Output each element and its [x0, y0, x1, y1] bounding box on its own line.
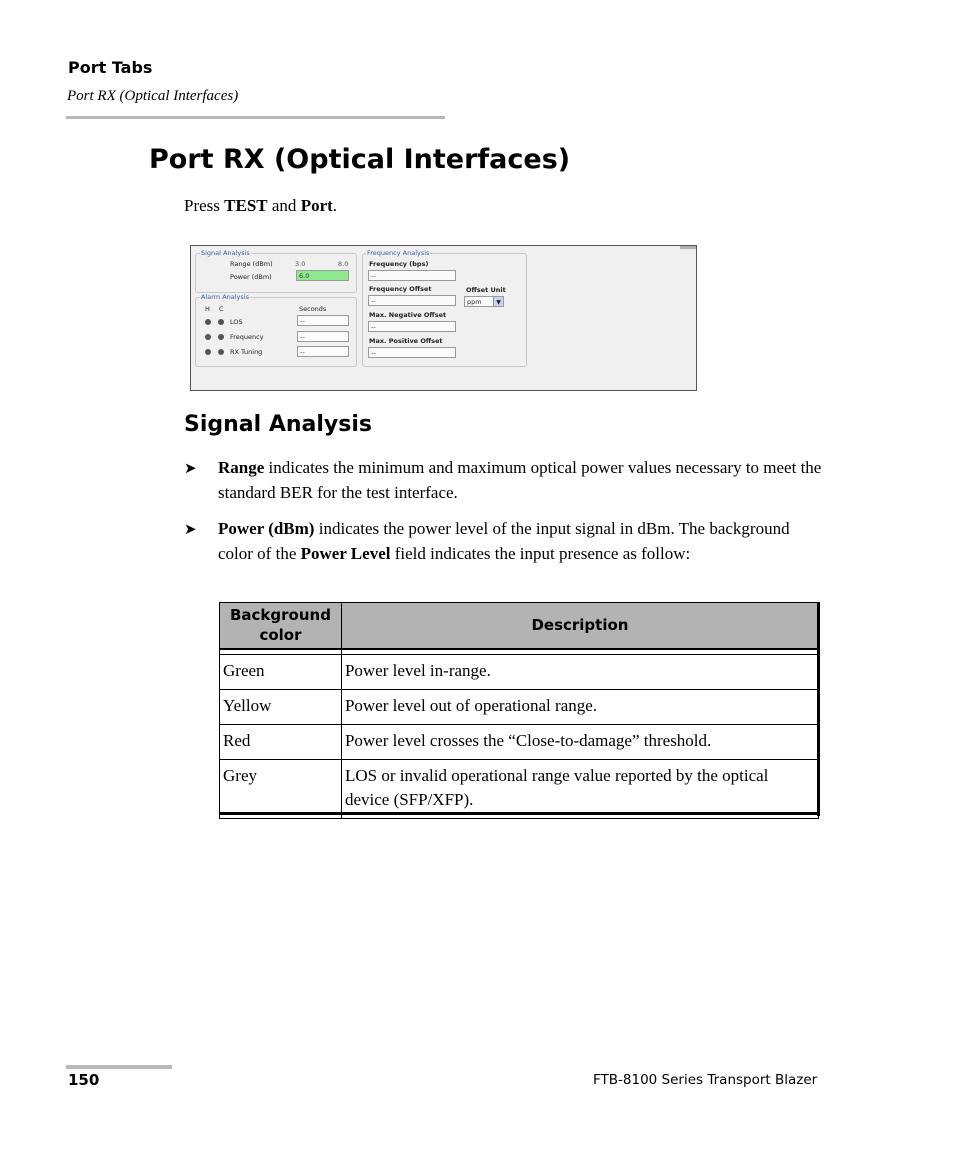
- range-max: 8.0: [338, 260, 349, 268]
- frequency-current-led-icon: [218, 334, 224, 340]
- running-header-subsection: Port RX (Optical Interfaces): [67, 88, 239, 104]
- table-row: [220, 724, 819, 759]
- panel-scroll-indicator: [680, 246, 696, 249]
- table-cell-color: Grey: [220, 759, 342, 818]
- offset-unit-label: Offset Unit: [466, 286, 506, 294]
- table-cell-description: Power level crosses the “Close-to-damage” threshold.: [341, 724, 818, 759]
- table-cell-color: Green: [220, 654, 342, 689]
- table-cell-description: Power level out of operational range.: [341, 689, 818, 724]
- table-cell-description: Power level in-range.: [341, 654, 818, 689]
- power-level-field: 6.0: [296, 270, 349, 281]
- intro-test: TEST: [224, 196, 268, 215]
- alarm-row-label: RX Tuning: [230, 348, 263, 356]
- port-rx-screenshot: [190, 245, 697, 391]
- alarm-col-h: H: [205, 305, 210, 313]
- max-positive-offset-label: Max. Positive Offset: [369, 337, 443, 345]
- frequency-offset-label: Frequency Offset: [369, 285, 432, 293]
- alarm-analysis-group-label: Alarm Analysis: [201, 293, 249, 301]
- max-positive-offset-field: --: [368, 347, 456, 358]
- range-min: 3.0: [295, 260, 306, 268]
- bullet-range: [218, 455, 823, 505]
- intro-paragraph: [184, 196, 337, 216]
- table-cell-color: Yellow: [220, 689, 342, 724]
- alarm-seconds-field: --: [297, 331, 349, 342]
- intro-port: Port: [300, 196, 333, 215]
- table-shadow-bottom: [219, 812, 820, 815]
- los-current-led-icon: [218, 319, 224, 325]
- chevron-down-icon[interactable]: ▼: [493, 297, 503, 306]
- table-shadow-right: [817, 602, 820, 816]
- table-cell-color: Red: [220, 724, 342, 759]
- section-heading-signal-analysis: Signal Analysis: [184, 412, 372, 437]
- alarm-row-label: Frequency: [230, 333, 264, 341]
- rx-tuning-history-led-icon: [205, 349, 211, 355]
- bullet-arrow-icon: ➤: [184, 520, 197, 538]
- bullet-arrow-icon: ➤: [184, 459, 197, 477]
- bullet-range-term: Range: [218, 458, 265, 477]
- bullet-power-text1: indicates the power level of the input signal in dBm. The background color of the: [218, 519, 790, 563]
- intro-pre: Press: [184, 196, 225, 215]
- footer-rule: [66, 1065, 172, 1069]
- alarm-col-seconds: Seconds: [299, 305, 327, 313]
- offset-unit-value: ppm: [467, 298, 482, 306]
- frequency-label: Frequency (bps): [369, 260, 429, 268]
- max-negative-offset-label: Max. Negative Offset: [369, 311, 447, 319]
- frequency-analysis-group-label: Frequency Analysis: [367, 249, 430, 257]
- footer-product-name: FTB-8100 Series Transport Blazer: [593, 1072, 818, 1088]
- alarm-seconds-field: --: [297, 346, 349, 357]
- intro-mid: and: [267, 196, 301, 215]
- table-row: [220, 759, 819, 818]
- table-header-description: Description: [341, 603, 818, 649]
- bullet-power-term: Power (dBm): [218, 519, 315, 538]
- offset-unit-select[interactable]: [464, 296, 504, 307]
- header-rule: [66, 116, 445, 119]
- alarm-row-label: LOS: [230, 318, 243, 326]
- table-header-background-color: Background color: [220, 603, 342, 649]
- los-history-led-icon: [205, 319, 211, 325]
- frequency-field: --: [368, 270, 456, 281]
- frequency-offset-field: --: [368, 295, 456, 306]
- bullet-power-text2: field indicates the input presence as follow:: [390, 544, 691, 563]
- bullet-power: [218, 516, 823, 566]
- power-color-table: [219, 602, 819, 819]
- bullet-power-term2: Power Level: [300, 544, 391, 563]
- signal-analysis-group-label: Signal Analysis: [201, 249, 250, 257]
- alarm-seconds-field: --: [297, 315, 349, 326]
- frequency-history-led-icon: [205, 334, 211, 340]
- max-negative-offset-field: --: [368, 321, 456, 332]
- table-row: [220, 689, 819, 724]
- table-row: [220, 654, 819, 689]
- page-title: Port RX (Optical Interfaces): [149, 144, 571, 175]
- page-number: 150: [68, 1071, 100, 1089]
- intro-post: .: [332, 196, 338, 215]
- table-cell-description: LOS or invalid operational range value reported by the optical device (SFP/XFP).: [341, 759, 818, 818]
- alarm-col-c: C: [219, 305, 224, 313]
- table-header-row: [220, 603, 819, 649]
- bullet-range-text: indicates the minimum and maximum optical power values necessary to meet the standard BER for the test interface.: [218, 458, 822, 502]
- rx-tuning-current-led-icon: [218, 349, 224, 355]
- range-label: Range (dBm): [230, 260, 273, 268]
- power-label: Power (dBm): [230, 273, 272, 281]
- running-header-section: Port Tabs: [68, 58, 153, 77]
